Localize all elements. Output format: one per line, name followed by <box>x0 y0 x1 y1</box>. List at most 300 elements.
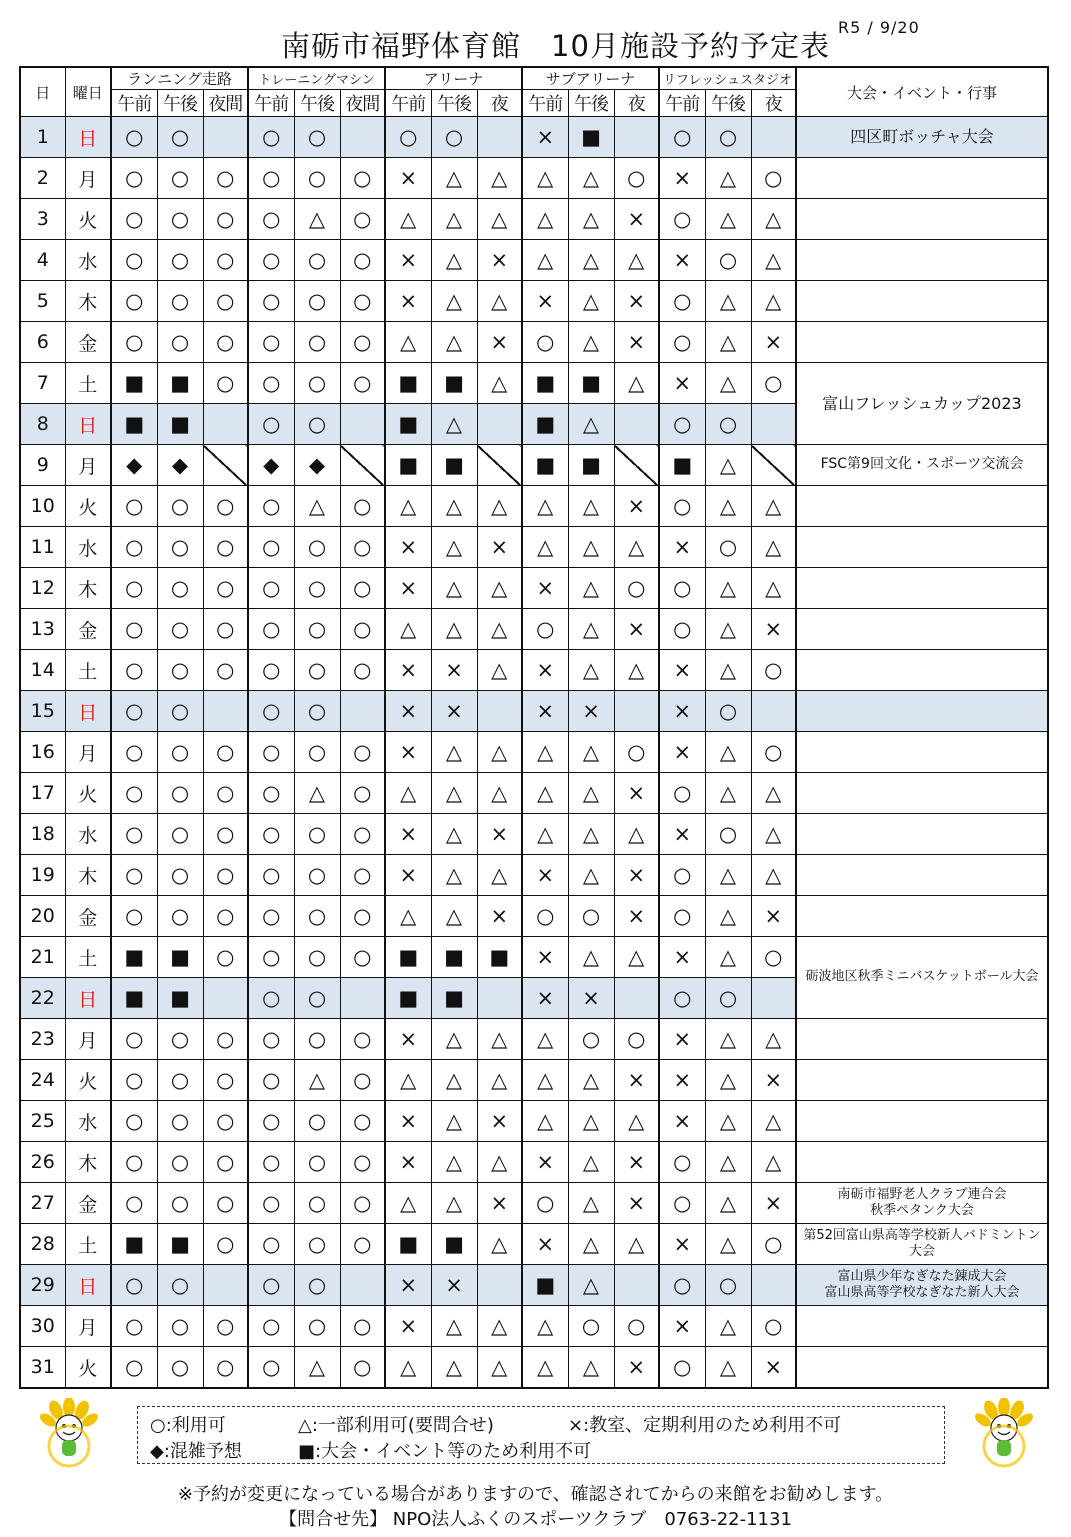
header-sub-0-2: 夜間 <box>203 90 248 117</box>
closed-slot <box>751 1265 796 1306</box>
status-cell: ○ <box>568 1019 614 1060</box>
status-cell: △ <box>568 814 614 855</box>
status-cell: × <box>614 609 659 650</box>
event-cell-empty <box>796 1306 1048 1347</box>
weekday-cell: 日 <box>65 404 111 445</box>
status-cell: △ <box>705 1060 751 1101</box>
status-cell: ○ <box>111 117 157 158</box>
status-cell: △ <box>614 240 659 281</box>
status-cell: ■ <box>522 363 568 404</box>
status-cell: △ <box>385 1347 431 1389</box>
status-cell: △ <box>522 814 568 855</box>
status-cell: △ <box>294 486 340 527</box>
weekday-cell: 土 <box>65 1224 111 1265</box>
status-cell: ◆ <box>294 445 340 486</box>
status-cell: △ <box>294 1060 340 1101</box>
closed-slot <box>614 978 659 1019</box>
status-cell: ○ <box>340 568 385 609</box>
status-cell: △ <box>477 650 522 691</box>
status-cell: ○ <box>659 1265 705 1306</box>
status-cell: △ <box>477 1306 522 1347</box>
status-cell: ○ <box>294 691 340 732</box>
status-cell: △ <box>385 199 431 240</box>
status-cell: × <box>751 896 796 937</box>
status-cell: × <box>659 814 705 855</box>
header-sub-0-0: 午前 <box>111 90 157 117</box>
status-cell: ○ <box>614 568 659 609</box>
weekday-cell: 水 <box>65 527 111 568</box>
event-cell-empty <box>796 650 1048 691</box>
day-cell: 10 <box>20 486 65 527</box>
status-cell: △ <box>522 1019 568 1060</box>
status-cell: △ <box>568 1101 614 1142</box>
status-cell: △ <box>385 322 431 363</box>
status-cell: ○ <box>614 158 659 199</box>
status-cell: ■ <box>477 937 522 978</box>
day-cell: 28 <box>20 1224 65 1265</box>
status-cell: △ <box>751 1101 796 1142</box>
event-cell-empty <box>796 1101 1048 1142</box>
status-cell: △ <box>705 1306 751 1347</box>
status-cell: ○ <box>294 1306 340 1347</box>
status-cell: △ <box>522 1347 568 1389</box>
status-cell: ○ <box>705 240 751 281</box>
status-cell: ○ <box>340 896 385 937</box>
status-cell: × <box>659 1101 705 1142</box>
status-cell: △ <box>568 158 614 199</box>
status-cell: × <box>385 650 431 691</box>
status-cell: ○ <box>157 814 203 855</box>
event-cell-empty <box>796 1347 1048 1389</box>
header-sub-3-0: 午前 <box>522 90 568 117</box>
status-cell: △ <box>705 322 751 363</box>
event-cell-empty <box>796 773 1048 814</box>
status-cell: ○ <box>203 1101 248 1142</box>
day-cell: 9 <box>20 445 65 486</box>
status-cell: ○ <box>294 1224 340 1265</box>
status-cell: △ <box>751 773 796 814</box>
status-cell: ○ <box>340 650 385 691</box>
status-cell: ○ <box>203 281 248 322</box>
event-cell: 砺波地区秋季ミニバスケットボール大会 <box>796 937 1048 1019</box>
event-cell: 富山県少年なぎなた錬成大会 富山県高等学校なぎなた新人大会 <box>796 1265 1048 1306</box>
status-cell: △ <box>431 158 477 199</box>
status-cell: ■ <box>385 363 431 404</box>
status-cell: ○ <box>294 609 340 650</box>
status-cell: ■ <box>431 445 477 486</box>
closed-slot <box>203 117 248 158</box>
status-cell: △ <box>705 609 751 650</box>
header-sub-0-1: 午後 <box>157 90 203 117</box>
status-cell: △ <box>568 527 614 568</box>
status-cell: ○ <box>294 732 340 773</box>
status-cell: × <box>522 691 568 732</box>
status-cell: ○ <box>157 1265 203 1306</box>
status-cell: △ <box>705 1183 751 1224</box>
weekday-cell: 火 <box>65 1060 111 1101</box>
weekday-cell: 土 <box>65 363 111 404</box>
status-cell: ○ <box>340 1060 385 1101</box>
status-cell: × <box>477 1101 522 1142</box>
event-cell-empty <box>796 281 1048 322</box>
closed-slot <box>751 445 796 486</box>
status-cell: △ <box>751 855 796 896</box>
day-cell: 27 <box>20 1183 65 1224</box>
status-cell: ○ <box>294 1142 340 1183</box>
status-cell: △ <box>568 1183 614 1224</box>
status-cell: ■ <box>157 404 203 445</box>
weekday-cell: 金 <box>65 609 111 650</box>
status-cell: △ <box>568 1142 614 1183</box>
status-cell: △ <box>431 1306 477 1347</box>
status-cell: △ <box>751 527 796 568</box>
closed-slot <box>203 445 248 486</box>
status-cell: ○ <box>294 158 340 199</box>
status-cell: × <box>385 1306 431 1347</box>
status-cell: △ <box>568 486 614 527</box>
status-cell: × <box>385 1142 431 1183</box>
status-cell: ○ <box>568 896 614 937</box>
event-cell: 第52回富山県高等学校新人バドミントン大会 <box>796 1224 1048 1265</box>
header-sub-4-1: 午後 <box>705 90 751 117</box>
event-cell: FSC第9回文化・スポーツ交流会 <box>796 445 1048 486</box>
status-cell: ○ <box>203 240 248 281</box>
status-cell: × <box>659 1060 705 1101</box>
closed-slot <box>203 404 248 445</box>
status-cell: ■ <box>111 937 157 978</box>
status-cell: △ <box>751 814 796 855</box>
status-cell: ○ <box>111 486 157 527</box>
status-cell: ○ <box>248 158 294 199</box>
status-cell: △ <box>705 199 751 240</box>
weekday-cell: 金 <box>65 896 111 937</box>
status-cell: △ <box>431 855 477 896</box>
day-cell: 18 <box>20 814 65 855</box>
status-cell: ○ <box>248 1347 294 1389</box>
day-cell: 16 <box>20 732 65 773</box>
status-cell: ○ <box>111 1265 157 1306</box>
status-cell: ○ <box>111 773 157 814</box>
status-cell: ■ <box>157 1224 203 1265</box>
status-cell: ○ <box>522 1183 568 1224</box>
status-cell: ○ <box>248 281 294 322</box>
status-cell: △ <box>705 1019 751 1060</box>
status-cell: × <box>614 199 659 240</box>
status-cell: ■ <box>157 978 203 1019</box>
status-cell: ○ <box>203 609 248 650</box>
status-cell: × <box>614 896 659 937</box>
table-row <box>20 691 1048 732</box>
event-cell-empty <box>796 1060 1048 1101</box>
status-cell: ○ <box>751 158 796 199</box>
status-cell: ○ <box>248 404 294 445</box>
closed-slot <box>340 691 385 732</box>
status-cell: ○ <box>294 896 340 937</box>
status-cell: ○ <box>248 814 294 855</box>
status-cell: △ <box>477 1060 522 1101</box>
status-cell: × <box>751 1347 796 1389</box>
status-cell: △ <box>568 732 614 773</box>
status-cell: ○ <box>751 650 796 691</box>
status-cell: ○ <box>111 814 157 855</box>
status-cell: × <box>477 240 522 281</box>
status-cell: △ <box>705 158 751 199</box>
table-row <box>20 322 1048 363</box>
status-cell: × <box>659 240 705 281</box>
status-cell: ○ <box>248 773 294 814</box>
status-cell: ○ <box>705 814 751 855</box>
status-cell: △ <box>431 609 477 650</box>
weekday-cell: 月 <box>65 1019 111 1060</box>
event-cell: 南砺市福野老人クラブ連合会 秋季ペタンク大会 <box>796 1183 1048 1224</box>
status-cell: ○ <box>248 1265 294 1306</box>
status-cell: △ <box>477 609 522 650</box>
status-cell: × <box>385 855 431 896</box>
closed-slot <box>203 1265 248 1306</box>
table-row <box>20 158 1048 199</box>
header-facility-running: ランニング走路 <box>111 67 248 90</box>
status-cell: ○ <box>340 1306 385 1347</box>
status-cell: △ <box>385 609 431 650</box>
weekday-cell: 火 <box>65 773 111 814</box>
status-cell: × <box>522 650 568 691</box>
status-cell: ○ <box>111 1101 157 1142</box>
status-cell: ○ <box>705 691 751 732</box>
status-cell: × <box>385 1101 431 1142</box>
status-cell: × <box>522 1142 568 1183</box>
status-cell: △ <box>431 199 477 240</box>
status-cell: △ <box>477 773 522 814</box>
day-cell: 24 <box>20 1060 65 1101</box>
day-cell: 29 <box>20 1265 65 1306</box>
closed-slot <box>614 404 659 445</box>
status-cell: △ <box>431 1142 477 1183</box>
header-day: 日 <box>20 67 65 117</box>
weekday-cell: 火 <box>65 1347 111 1389</box>
status-cell: △ <box>568 609 614 650</box>
event-cell-empty <box>796 1019 1048 1060</box>
weekday-cell: 月 <box>65 1306 111 1347</box>
status-cell: ■ <box>659 445 705 486</box>
status-cell: ○ <box>157 650 203 691</box>
status-cell: ○ <box>248 1060 294 1101</box>
status-cell: ○ <box>248 1224 294 1265</box>
header-sub-2-2: 夜 <box>477 90 522 117</box>
closed-slot <box>477 404 522 445</box>
weekday-cell: 金 <box>65 1183 111 1224</box>
status-cell: × <box>614 281 659 322</box>
status-cell: ○ <box>111 650 157 691</box>
event-cell-empty <box>796 568 1048 609</box>
status-cell: ○ <box>203 486 248 527</box>
status-cell: × <box>659 691 705 732</box>
day-cell: 8 <box>20 404 65 445</box>
status-cell: × <box>522 855 568 896</box>
header-sub-1-1: 午後 <box>294 90 340 117</box>
status-cell: △ <box>751 240 796 281</box>
table-row <box>20 527 1048 568</box>
header-sub-4-0: 午前 <box>659 90 705 117</box>
status-cell: △ <box>431 568 477 609</box>
status-cell: △ <box>568 404 614 445</box>
status-cell: ○ <box>111 322 157 363</box>
status-cell: ○ <box>111 1019 157 1060</box>
status-cell: △ <box>431 527 477 568</box>
day-cell: 31 <box>20 1347 65 1389</box>
table-row <box>20 1224 1048 1265</box>
status-cell: ○ <box>294 855 340 896</box>
status-cell: ○ <box>659 404 705 445</box>
status-cell: ○ <box>203 855 248 896</box>
status-cell: ○ <box>157 486 203 527</box>
closed-slot <box>340 1265 385 1306</box>
closed-slot <box>340 445 385 486</box>
status-cell: △ <box>705 281 751 322</box>
status-cell: ○ <box>203 199 248 240</box>
status-cell: △ <box>431 1101 477 1142</box>
status-cell: × <box>385 732 431 773</box>
weekday-cell: 木 <box>65 855 111 896</box>
status-cell: △ <box>477 1019 522 1060</box>
status-cell: △ <box>705 363 751 404</box>
status-cell: ■ <box>157 937 203 978</box>
status-cell: ○ <box>248 199 294 240</box>
status-cell: ○ <box>157 1347 203 1389</box>
status-cell: △ <box>431 814 477 855</box>
status-cell: × <box>659 650 705 691</box>
status-cell: △ <box>568 773 614 814</box>
status-cell: ○ <box>522 322 568 363</box>
status-cell: × <box>385 240 431 281</box>
day-cell: 23 <box>20 1019 65 1060</box>
status-cell: △ <box>568 855 614 896</box>
day-cell: 25 <box>20 1101 65 1142</box>
weekday-cell: 日 <box>65 691 111 732</box>
status-cell: △ <box>705 1101 751 1142</box>
header-facility-studio: リフレッシュスタジオ <box>659 67 796 90</box>
status-cell: ■ <box>385 404 431 445</box>
status-cell: △ <box>568 568 614 609</box>
status-cell: △ <box>705 445 751 486</box>
status-cell: ○ <box>248 609 294 650</box>
status-cell: ○ <box>705 1265 751 1306</box>
status-cell: △ <box>614 363 659 404</box>
status-cell: ○ <box>111 240 157 281</box>
status-cell: △ <box>705 568 751 609</box>
status-cell: ○ <box>294 937 340 978</box>
status-cell: × <box>614 1347 659 1389</box>
header-sub-3-2: 夜 <box>614 90 659 117</box>
closed-slot <box>477 691 522 732</box>
status-cell: ○ <box>751 1224 796 1265</box>
closed-slot <box>751 404 796 445</box>
status-cell: △ <box>522 1306 568 1347</box>
status-cell: × <box>659 1224 705 1265</box>
event-cell-empty <box>796 486 1048 527</box>
status-cell: ■ <box>568 363 614 404</box>
table-row <box>20 1183 1048 1224</box>
status-cell: ○ <box>340 199 385 240</box>
closed-slot <box>751 691 796 732</box>
closed-slot <box>340 404 385 445</box>
status-cell: △ <box>477 486 522 527</box>
header-sub-1-0: 午前 <box>248 90 294 117</box>
closed-slot <box>614 1265 659 1306</box>
status-cell: × <box>385 568 431 609</box>
status-cell: ○ <box>751 363 796 404</box>
status-cell: △ <box>705 486 751 527</box>
status-cell: ○ <box>203 1347 248 1389</box>
status-cell: ○ <box>340 1142 385 1183</box>
status-cell: ○ <box>248 1142 294 1183</box>
status-cell: ■ <box>111 363 157 404</box>
status-cell: ○ <box>751 937 796 978</box>
table-row <box>20 445 1048 486</box>
status-cell: △ <box>614 1224 659 1265</box>
status-cell: ○ <box>248 240 294 281</box>
status-cell: △ <box>477 363 522 404</box>
status-cell: ○ <box>203 568 248 609</box>
status-cell: ○ <box>294 240 340 281</box>
status-cell: ■ <box>431 363 477 404</box>
status-cell: △ <box>751 1019 796 1060</box>
status-cell: △ <box>705 773 751 814</box>
status-cell: ○ <box>157 1060 203 1101</box>
table-row <box>20 363 1048 404</box>
header-sub-2-0: 午前 <box>385 90 431 117</box>
status-cell: △ <box>568 1224 614 1265</box>
status-cell: × <box>385 1265 431 1306</box>
weekday-cell: 日 <box>65 117 111 158</box>
status-cell: △ <box>431 281 477 322</box>
status-cell: × <box>522 978 568 1019</box>
status-cell: ○ <box>157 158 203 199</box>
weekday-cell: 木 <box>65 1142 111 1183</box>
day-cell: 15 <box>20 691 65 732</box>
closed-slot <box>614 117 659 158</box>
status-cell: ○ <box>294 117 340 158</box>
status-cell: × <box>751 609 796 650</box>
closed-slot <box>203 978 248 1019</box>
status-cell: ■ <box>522 1265 568 1306</box>
table-row <box>20 240 1048 281</box>
status-cell: △ <box>477 1224 522 1265</box>
status-cell: ○ <box>294 1101 340 1142</box>
status-cell: ○ <box>751 732 796 773</box>
legend-crowded: ◆:混雑予想 <box>150 1441 242 1462</box>
status-cell: ○ <box>340 527 385 568</box>
weekday-cell: 日 <box>65 1265 111 1306</box>
status-cell: ○ <box>340 773 385 814</box>
status-cell: △ <box>477 1347 522 1389</box>
status-cell: × <box>385 691 431 732</box>
status-cell: ○ <box>111 1306 157 1347</box>
status-cell: ○ <box>248 322 294 363</box>
status-cell: ○ <box>111 1347 157 1389</box>
status-cell: ○ <box>111 1142 157 1183</box>
table-row <box>20 568 1048 609</box>
status-cell: ○ <box>294 1019 340 1060</box>
closed-slot <box>340 117 385 158</box>
status-cell: ○ <box>659 773 705 814</box>
day-cell: 2 <box>20 158 65 199</box>
status-cell: △ <box>522 732 568 773</box>
status-cell: △ <box>568 1265 614 1306</box>
status-cell: × <box>614 1142 659 1183</box>
day-cell: 5 <box>20 281 65 322</box>
table-row <box>20 1101 1048 1142</box>
closed-slot <box>477 978 522 1019</box>
